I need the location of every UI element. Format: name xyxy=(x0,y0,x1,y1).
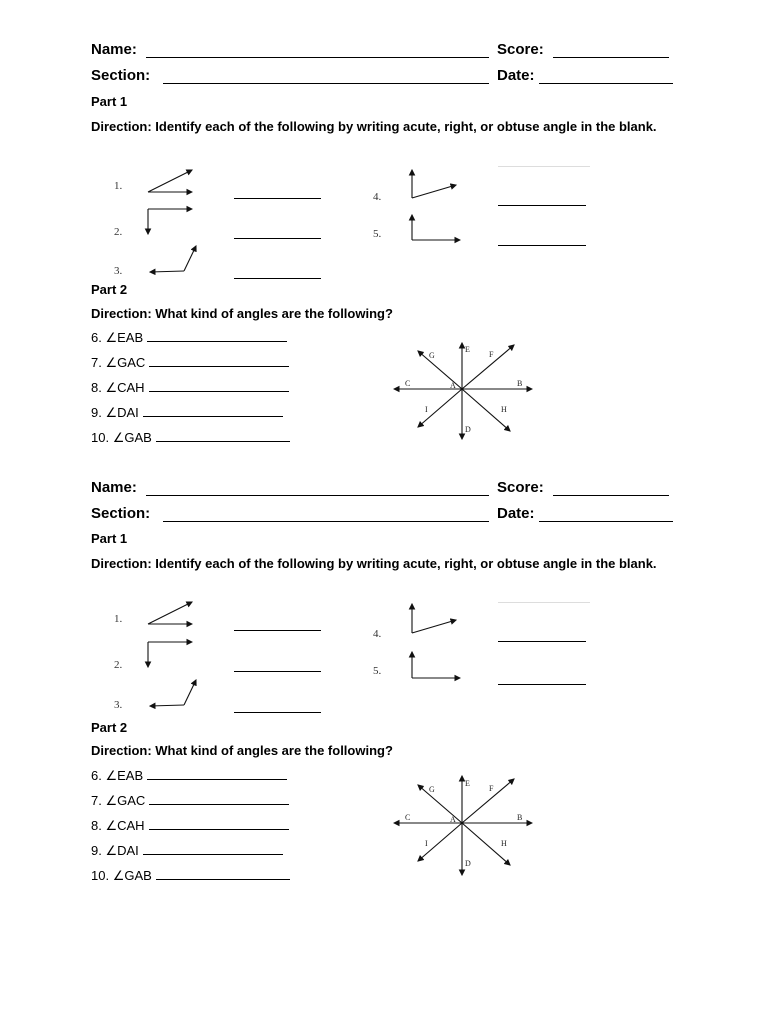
answer-blank-9[interactable] xyxy=(143,853,283,855)
acute-angle-figure-1 xyxy=(148,170,192,192)
question-angle: ∠CAH xyxy=(105,818,145,833)
answer-blank-7[interactable] xyxy=(149,803,289,805)
label-e: E xyxy=(465,779,470,788)
question-8 xyxy=(91,380,289,396)
question-angle: ∠EAB xyxy=(105,330,144,345)
answer-blank-1[interactable] xyxy=(234,630,321,631)
part1-direction: Direction: Identify each of the following by writing acute, right, or obtuse angle in the blank. xyxy=(91,119,657,134)
item-5-number: 5. xyxy=(373,665,382,677)
answer-blank-2[interactable] xyxy=(234,238,321,239)
label-c: C xyxy=(405,379,411,388)
name-blank[interactable] xyxy=(146,57,489,58)
section-blank[interactable] xyxy=(163,521,489,522)
question-number: 6. xyxy=(91,768,102,783)
item-5-number: 5. xyxy=(373,228,382,240)
question-angle: ∠CAH xyxy=(105,380,145,395)
label-d: D xyxy=(465,859,471,868)
answer-blank-10[interactable] xyxy=(156,878,290,880)
part1-figures xyxy=(100,598,620,728)
part1-figures xyxy=(100,160,620,290)
part2-title: Part 2 xyxy=(91,720,128,735)
name-label: Name: xyxy=(91,41,137,58)
score-blank[interactable] xyxy=(553,495,669,496)
date-label: Date: xyxy=(497,67,535,84)
right-angle-figure-2 xyxy=(148,209,192,234)
answer-blank-7[interactable] xyxy=(149,365,289,367)
question-9 xyxy=(91,843,283,859)
part1-title: Part 1 xyxy=(91,531,128,546)
item-2-number: 2. xyxy=(114,226,123,238)
name-label: Name: xyxy=(91,479,137,496)
label-c: C xyxy=(405,813,411,822)
answer-blank-3[interactable] xyxy=(234,712,321,713)
question-number: 9. xyxy=(91,405,102,420)
section-blank[interactable] xyxy=(163,83,489,84)
worksheet-copy-1 xyxy=(0,0,768,445)
question-angle: ∠GAC xyxy=(105,793,146,808)
answer-blank-3[interactable] xyxy=(234,278,321,279)
label-g: G xyxy=(429,785,435,794)
label-i: I xyxy=(425,405,428,414)
question-number: 10. xyxy=(91,430,110,445)
question-angle: ∠GAB xyxy=(112,868,152,883)
question-7 xyxy=(91,355,289,371)
label-h: H xyxy=(501,405,507,414)
answer-blank-4[interactable] xyxy=(498,641,586,642)
answer-blank-8[interactable] xyxy=(149,828,289,830)
question-number: 6. xyxy=(91,330,102,345)
date-label: Date: xyxy=(497,505,535,522)
question-10 xyxy=(91,868,290,884)
faint-line xyxy=(498,166,590,167)
acute-angle-figure-4 xyxy=(412,170,456,198)
label-i: I xyxy=(425,839,428,848)
part2-direction: Direction: What kind of angles are the following? xyxy=(91,306,393,321)
date-blank[interactable] xyxy=(539,521,673,522)
right-angle-figure-5 xyxy=(412,652,460,678)
question-6 xyxy=(91,768,287,784)
obtuse-angle-figure-3 xyxy=(150,680,196,706)
item-3-number: 3. xyxy=(114,265,123,277)
question-number: 7. xyxy=(91,793,102,808)
item-4-number: 4. xyxy=(373,628,382,640)
part2-direction: Direction: What kind of angles are the following? xyxy=(91,743,393,758)
question-number: 8. xyxy=(91,380,102,395)
right-angle-figure-2 xyxy=(148,642,192,667)
question-number: 8. xyxy=(91,818,102,833)
answer-blank-5[interactable] xyxy=(498,245,586,246)
answer-blank-9[interactable] xyxy=(143,415,283,417)
item-2-number: 2. xyxy=(114,659,123,671)
acute-angle-figure-1 xyxy=(148,602,192,624)
section-label: Section: xyxy=(91,67,151,84)
answer-blank-4[interactable] xyxy=(498,205,586,206)
faint-line xyxy=(498,602,590,603)
angle-diagram xyxy=(374,773,542,885)
question-7 xyxy=(91,793,289,809)
label-b: B xyxy=(517,379,523,388)
answer-blank-6[interactable] xyxy=(147,778,287,780)
label-g: G xyxy=(429,351,435,360)
acute-angle-figure-4 xyxy=(412,604,456,633)
right-angle-figure-5 xyxy=(412,215,460,240)
question-6 xyxy=(91,330,287,346)
answer-blank-5[interactable] xyxy=(498,684,586,685)
label-e: E xyxy=(465,345,470,354)
angle-diagram xyxy=(374,335,542,447)
label-d: D xyxy=(465,425,471,434)
label-h: H xyxy=(501,839,507,848)
answer-blank-8[interactable] xyxy=(149,390,289,392)
score-blank[interactable] xyxy=(553,57,669,58)
item-4-number: 4. xyxy=(373,191,382,203)
answer-blank-6[interactable] xyxy=(147,340,287,342)
item-3-number: 3. xyxy=(114,699,123,711)
part1-title: Part 1 xyxy=(91,94,128,109)
part1-direction: Direction: Identify each of the following by writing acute, right, or obtuse angle in the blank. xyxy=(91,556,657,571)
question-number: 9. xyxy=(91,843,102,858)
section-label: Section: xyxy=(91,505,151,522)
label-b: B xyxy=(517,813,523,822)
question-number: 10. xyxy=(91,868,110,883)
question-8 xyxy=(91,818,289,834)
label-f: F xyxy=(489,784,494,793)
date-blank[interactable] xyxy=(539,83,673,84)
question-9 xyxy=(91,405,283,421)
label-f: F xyxy=(489,350,494,359)
question-angle: ∠DAI xyxy=(105,843,139,858)
item-1-number: 1. xyxy=(114,613,123,625)
score-label: Score: xyxy=(497,479,544,496)
name-blank[interactable] xyxy=(146,495,489,496)
question-angle: ∠DAI xyxy=(105,405,139,420)
answer-blank-1[interactable] xyxy=(234,198,321,199)
part2-title: Part 2 xyxy=(91,282,128,297)
obtuse-angle-figure-3 xyxy=(150,246,196,272)
label-a: A xyxy=(450,815,456,824)
item-1-number: 1. xyxy=(114,180,123,192)
answer-blank-2[interactable] xyxy=(234,671,321,672)
question-angle: ∠GAB xyxy=(112,430,152,445)
question-angle: ∠GAC xyxy=(105,355,146,370)
worksheet-copy-2 xyxy=(0,438,768,883)
score-label: Score: xyxy=(497,41,544,58)
label-a: A xyxy=(450,381,456,390)
question-number: 7. xyxy=(91,355,102,370)
question-angle: ∠EAB xyxy=(105,768,144,783)
